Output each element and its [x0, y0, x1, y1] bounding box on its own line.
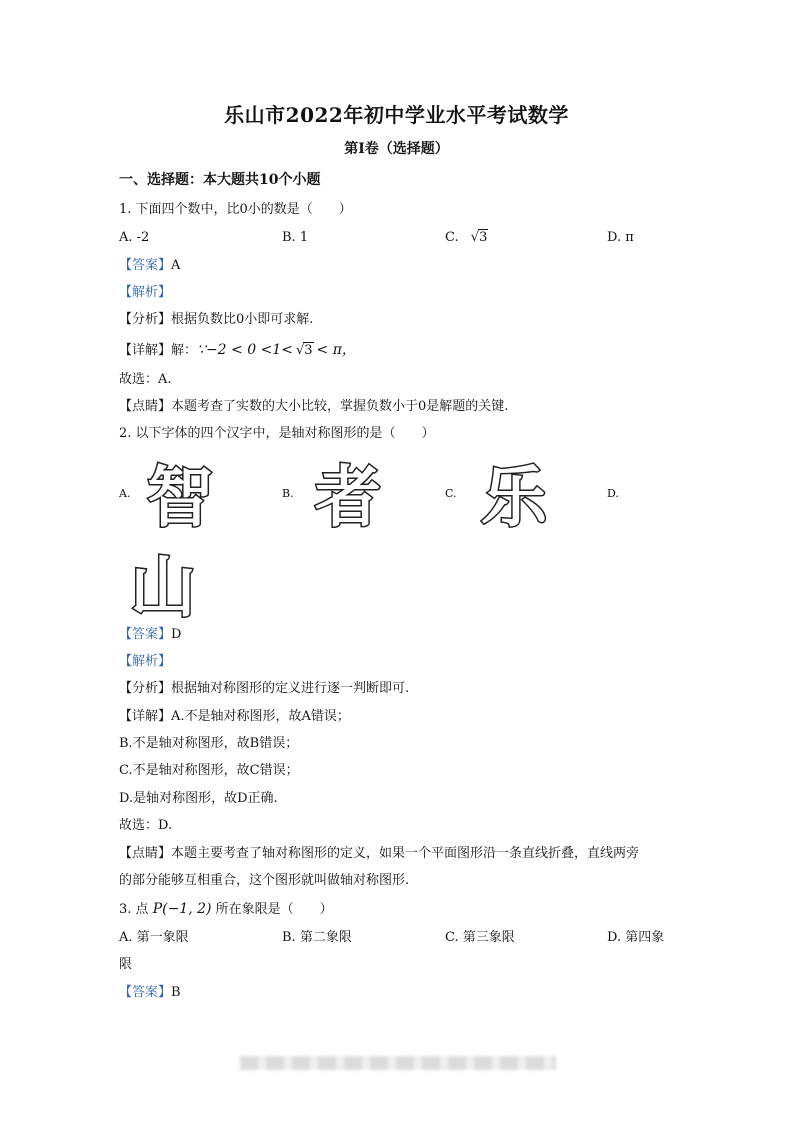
q2-xiangjie — [119, 708, 350, 726]
q1-option-c — [445, 229, 488, 247]
q1-xiangjie — [119, 341, 356, 360]
glyph-zhe-image — [306, 456, 390, 532]
q3-option-d: D. 第四象 — [607, 930, 665, 945]
xiangjie-math-radicand: 3 — [304, 343, 313, 358]
q2-dianjing-2: 的部分能够互相重合，这个图形就叫做轴对称图形. — [119, 873, 410, 888]
dianjing-tag: 【点睛】 — [119, 399, 172, 414]
glyph-le-image — [472, 456, 556, 532]
q1-option-b: B. 1 — [282, 230, 309, 245]
glyph-zhi-image — [138, 456, 222, 532]
xiangjie-math-a: ∵−2 < 0 <1< — [197, 342, 293, 358]
glyph-zhe: 者 — [315, 459, 381, 532]
fenxi-tag: 【分析】 — [119, 681, 172, 696]
q2-option-d-label: D. — [607, 487, 619, 500]
q1-answer — [119, 257, 180, 275]
xiangjie-line-a: A.不是轴对称图形，故A错误； — [171, 709, 350, 724]
q3-answer — [119, 984, 181, 1002]
q2-option-b-label: B. — [282, 487, 294, 500]
q1-option-c-label: C. — [445, 230, 459, 245]
q3-option-b: B. 第二象限 — [282, 930, 352, 945]
q1-option-c-radicand: 3 — [479, 230, 488, 245]
section-heading: 一、选择题：本大题共10个小题 — [119, 172, 321, 188]
q2-stem: 2. 以下字体的四个汉字中，是轴对称图形的是（ ） — [119, 426, 435, 441]
q2-option-c-label: C. — [445, 487, 457, 500]
q1-option-d: D. π — [607, 230, 634, 245]
q3-option-c: C. 第三象限 — [445, 930, 515, 945]
answer-tag: 【答案】 — [119, 985, 172, 1000]
q3-stem-prefix: 3. 点 — [119, 902, 149, 917]
q1-dianjing — [119, 398, 508, 416]
glyph-zhi: 智 — [147, 459, 213, 532]
q1-guxuan: 故选：A. — [119, 372, 172, 387]
fenxi-tag: 【分析】 — [119, 312, 172, 327]
q1-jiexi-tag: 【解析】 — [119, 285, 172, 300]
answer-tag: 【答案】 — [119, 627, 172, 642]
glyph-le: 乐 — [481, 459, 547, 532]
q2-line-b: B.不是轴对称图形，故B错误； — [119, 736, 299, 751]
q3-stem-suffix: 所在象限是（ ） — [215, 902, 333, 917]
q2-answer — [119, 626, 181, 644]
q3-stem — [119, 900, 333, 919]
q3-option-d-wrap: 限 — [119, 957, 133, 972]
q3-point: P(−1, 2) — [152, 901, 212, 917]
fenxi-text: 根据轴对称图形的定义进行逐一判断即可. — [171, 681, 410, 696]
q2-line-c: C.不是轴对称图形，故C错误； — [119, 763, 299, 778]
page-title: 乐山市2022年初中学业水平考试数学 — [224, 103, 569, 127]
answer-value: D — [171, 627, 182, 642]
dianjing-text-1: 本题主要考查了轴对称图形的定义，如果一个平面图形沿一条直线折叠，直线两旁 — [171, 846, 640, 861]
sqrt-sign: √ — [295, 343, 305, 358]
q2-guxuan: 故选：D. — [119, 818, 173, 833]
q1-stem: 1. 下面四个数中，比0小的数是（ ） — [119, 202, 352, 217]
answer-tag: 【答案】 — [119, 258, 172, 273]
answer-value: A — [171, 258, 181, 273]
fenxi-text: 根据负数比0小即可求解. — [171, 312, 314, 327]
sqrt-sign: √ — [470, 230, 480, 245]
glyph-shan: 山 — [130, 549, 196, 622]
paper-subtitle: 第Ⅰ卷（选择题） — [344, 141, 449, 157]
dianjing-tag: 【点睛】 — [119, 846, 172, 861]
dianjing-text: 本题考查了实数的大小比较，掌握负数小于0是解题的关键. — [171, 399, 509, 414]
q3-option-a: A. 第一象限 — [119, 930, 189, 945]
answer-value: B — [171, 985, 181, 1000]
xiangjie-tag: 【详解】 — [119, 343, 172, 358]
glyph-shan-image — [123, 546, 203, 622]
xiangjie-math-b: < π， — [316, 342, 356, 358]
q2-option-a-label: A. — [119, 487, 131, 500]
xiangjie-tag: 【详解】 — [119, 709, 172, 724]
q2-fenxi — [119, 680, 409, 698]
q2-line-d: D.是轴对称图形，故D正确. — [119, 791, 278, 806]
xiangjie-prefix: 解： — [171, 343, 198, 358]
q2-dianjing-1 — [119, 845, 639, 863]
q2-jiexi-tag: 【解析】 — [119, 654, 172, 669]
blurred-footer-watermark — [240, 1056, 556, 1070]
q1-option-a: A. -2 — [119, 230, 150, 245]
q1-fenxi — [119, 311, 313, 329]
